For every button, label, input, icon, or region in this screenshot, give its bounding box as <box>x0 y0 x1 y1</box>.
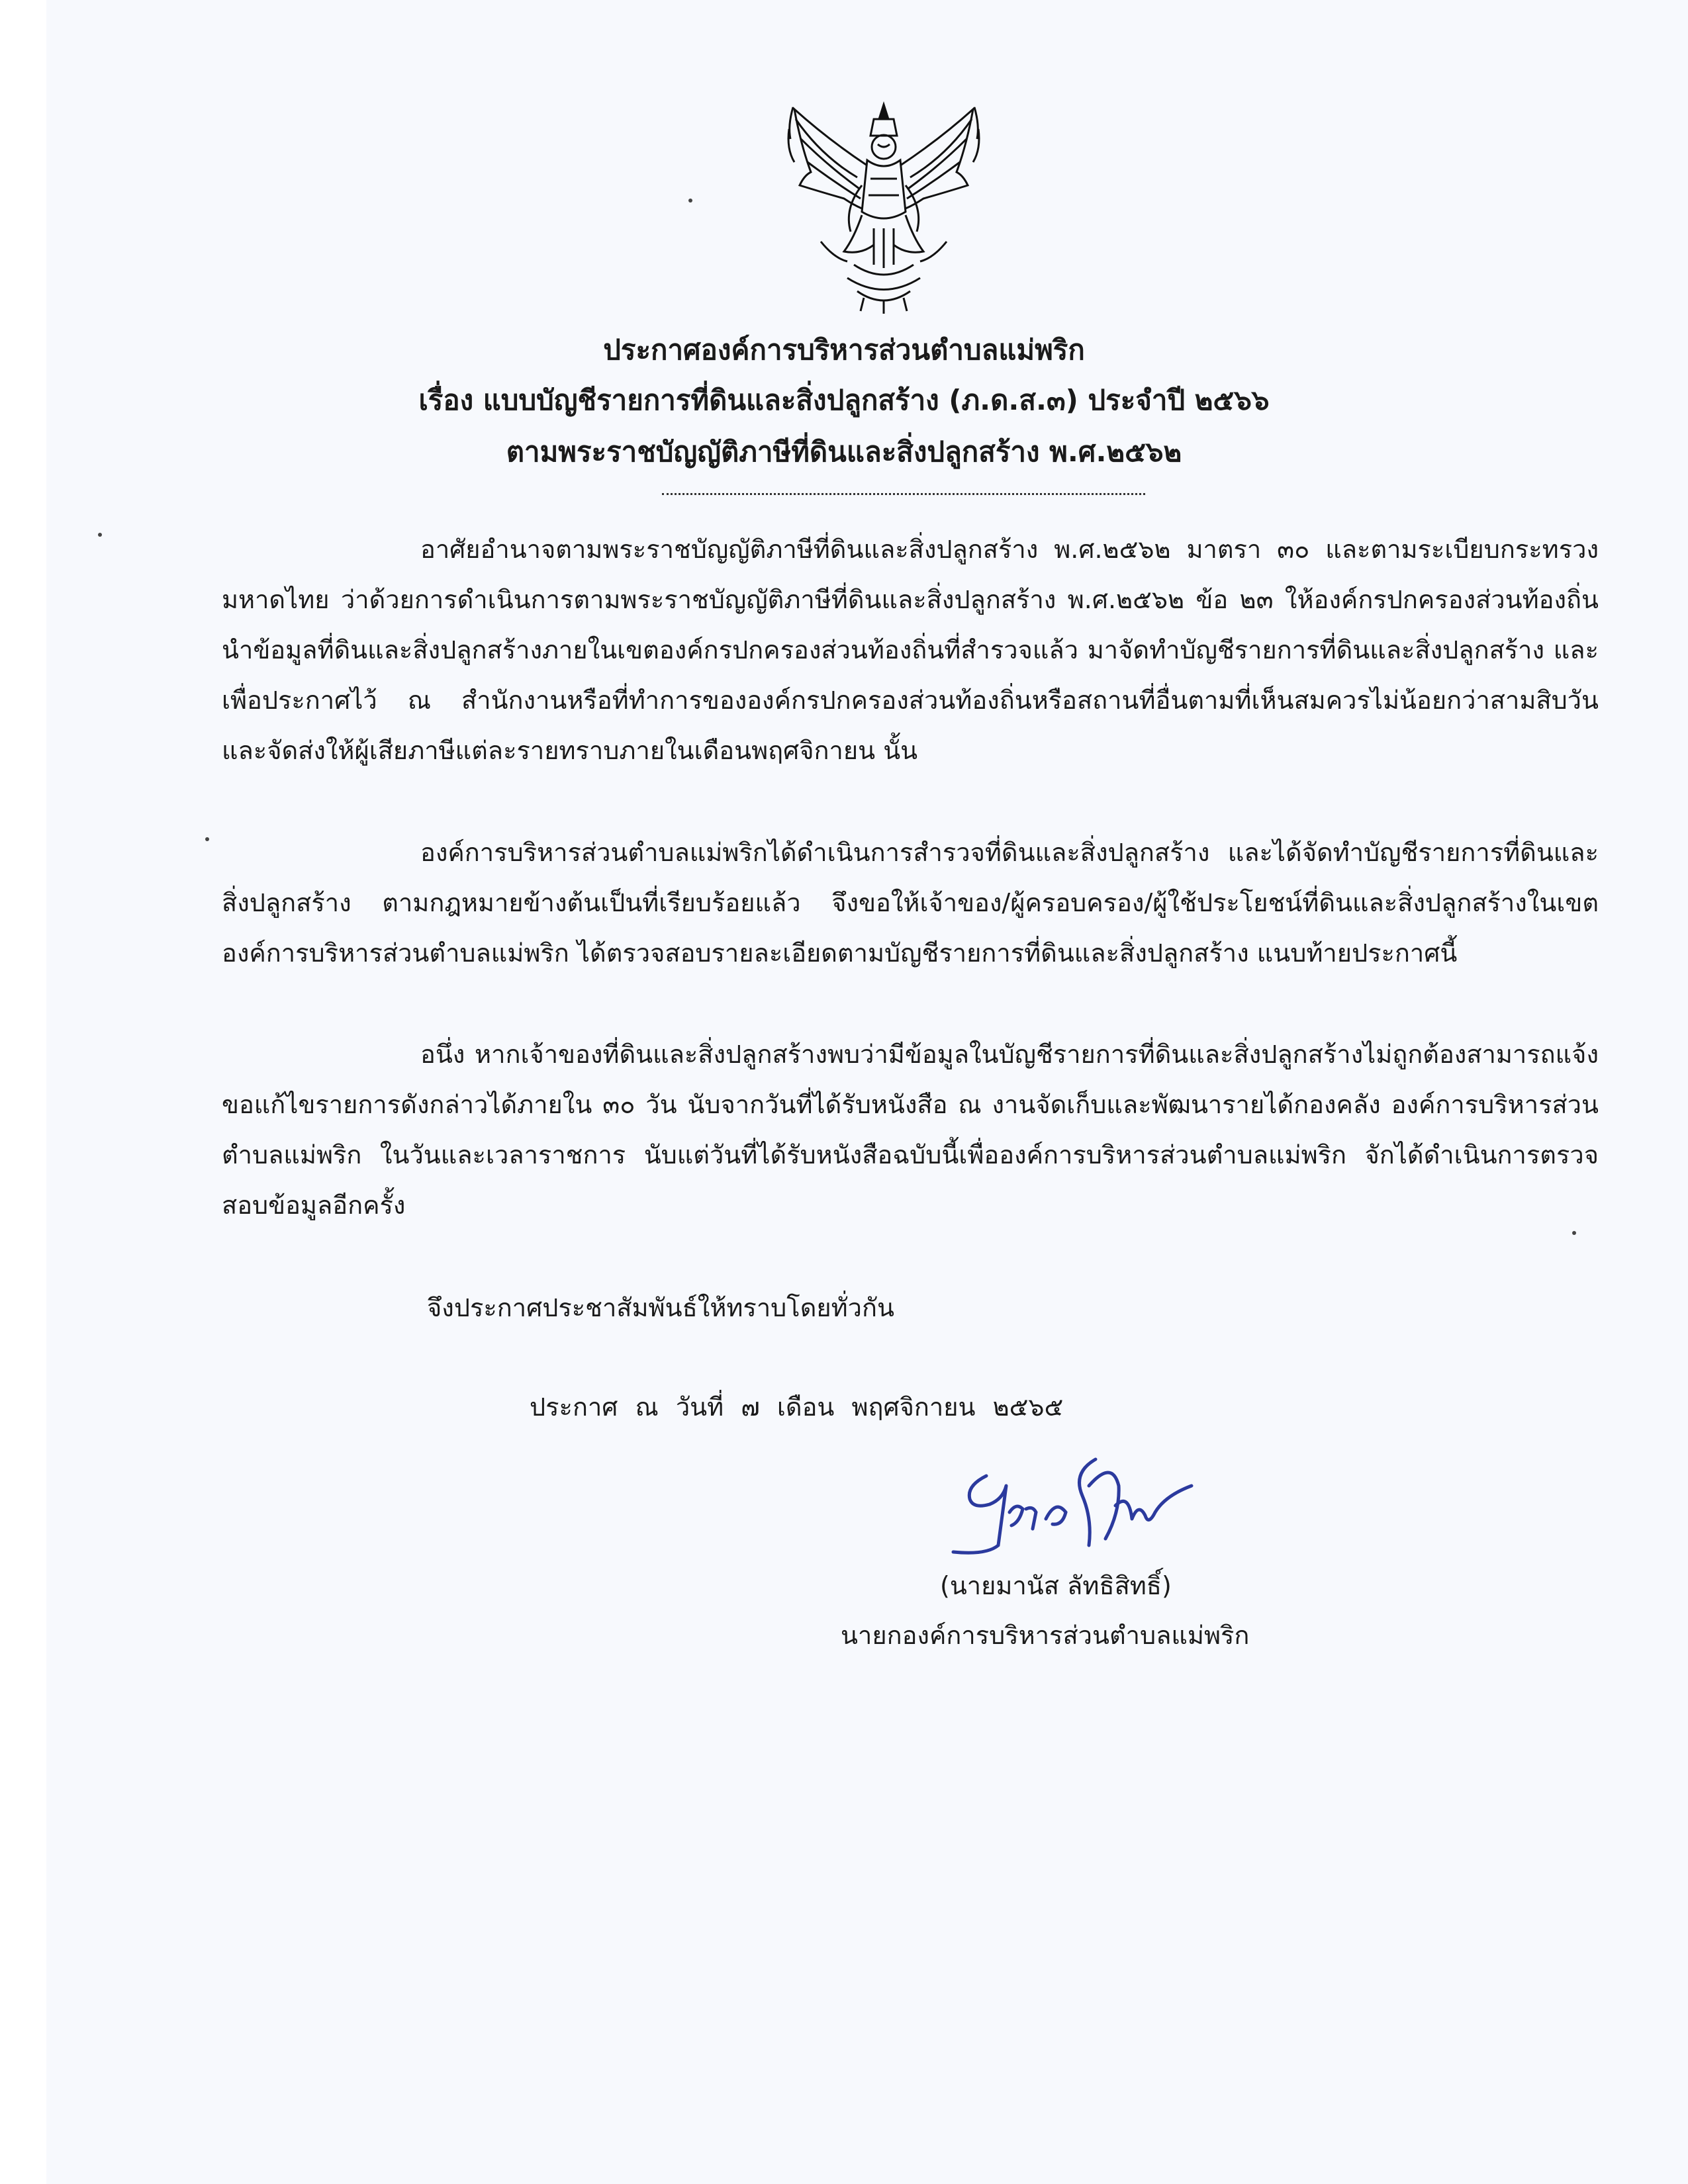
paragraph-3-text: อนึ่ง หากเจ้าของที่ดินและสิ่งปลูกสร้างพบว่ามีข้อมูลในบัญชีรายการที่ดินและสิ่งปลูกสร้างไม่ถูกต้องสามารถแจ้งขอแก้ไขรายการดังกล่าวได้ภายใน ๓๐ วัน นับจากวันที่ได้รับหนังสือ ณ งานจัดเก็บและพัฒนารายได้กองคลัง องค์การบริหารส่วนตำบลแม่พริก ในวันและเวลาราชการ นับแต่วันที่ได้รับหนังสือฉบับนี้เพื่อองค์การบริหารส่วนตำบลแม่พริก จักได้ดำเนินการตรวจสอบข้อมูลอีกครั้ง <box>222 1040 1599 1220</box>
signature-icon <box>940 1446 1198 1565</box>
scan-speck <box>1572 1231 1576 1235</box>
announcement-heading: ประกาศองค์การบริหารส่วนตำบลแม่พริก <box>603 334 1085 366</box>
body-paragraph-2 <box>222 827 1599 978</box>
signer-title: นายกองค์การบริหารส่วนตำบลแม่พริก <box>841 1621 1250 1650</box>
signer-name: (นายมานัส ลัทธิสิทธิ์) <box>940 1571 1172 1600</box>
announcement-act: ตามพระราชบัญญัติภาษีที่ดินและสิ่งปลูกสร้าง พ.ศ.๒๕๖๒ <box>506 435 1182 468</box>
title-divider <box>662 493 1145 495</box>
body-paragraph-3 <box>222 1029 1599 1230</box>
paragraph-1-text: อาศัยอำนาจตามพระราชบัญญัติภาษีที่ดินและสิ่งปลูกสร้าง พ.ศ.๒๕๖๒ มาตรา ๓๐ และตามระเบียบกระทรวงมหาดไทย ว่าด้วยการดำเนินการตามพระราชบัญญัติภาษีที่ดินและสิ่งปลูกสร้าง พ.ศ.๒๕๖๒ ข้อ ๒๓ ให้องค์กรปกครองส่วนท้องถิ่นนำข้อมูลที่ดินและสิ่งปลูกสร้างภายในเขตองค์กรปกครองส่วนท้องถิ่นที่สำรวจแล้ว มาจัดทำบัญชีรายการที่ดินและสิ่งปลูกสร้าง และเพื่อประกาศไว้ ณ สำนักงานหรือที่ทำการขององค์กรปกครองส่วนท้องถิ่นหรือสถานที่อื่นตามที่เห็นสมควรไม่น้อยกว่าสามสิบวันและจัดส่งให้ผู้เสียภาษีแต่ละรายทราบภายในเดือนพฤศจิกายน นั้น <box>222 535 1599 765</box>
scan-speck <box>98 533 102 537</box>
closing-statement: จึงประกาศประชาสัมพันธ์ให้ทราบโดยทั่วกัน <box>427 1293 895 1322</box>
paragraph-2-text: องค์การบริหารส่วนตำบลแม่พริกได้ดำเนินการสำรวจที่ดินและสิ่งปลูกสร้าง และได้จัดทำบัญชีรายการที่ดินและสิ่งปลูกสร้าง ตามกฎหมายข้างต้นเป็นที่เรียบร้อยแล้ว จึงขอให้เจ้าของ/ผู้ครอบครอง/ผู้ใช้ประโยชน์ที่ดินและสิ่งปลูกสร้างในเขตองค์การบริหารส่วนตำบลแม่พริก ได้ตรวจสอบรายละเอียดตามบัญชีรายการที่ดินและสิ่งปลูกสร้าง แนบท้ายประกาศนี้ <box>222 838 1599 968</box>
garuda-emblem-icon <box>781 99 986 314</box>
announcement-date: ประกาศ ณ วันที่ ๗ เดือน พฤศจิกายน ๒๕๖๕ <box>530 1392 1064 1422</box>
body-paragraph-1 <box>222 524 1599 776</box>
announcement-subject: เรื่อง แบบบัญชีรายการที่ดินและสิ่งปลูกสร้าง (ภ.ด.ส.๓) ประจำปี ๒๕๖๖ <box>418 384 1270 416</box>
scan-speck <box>205 837 209 841</box>
scan-speck <box>688 199 692 203</box>
